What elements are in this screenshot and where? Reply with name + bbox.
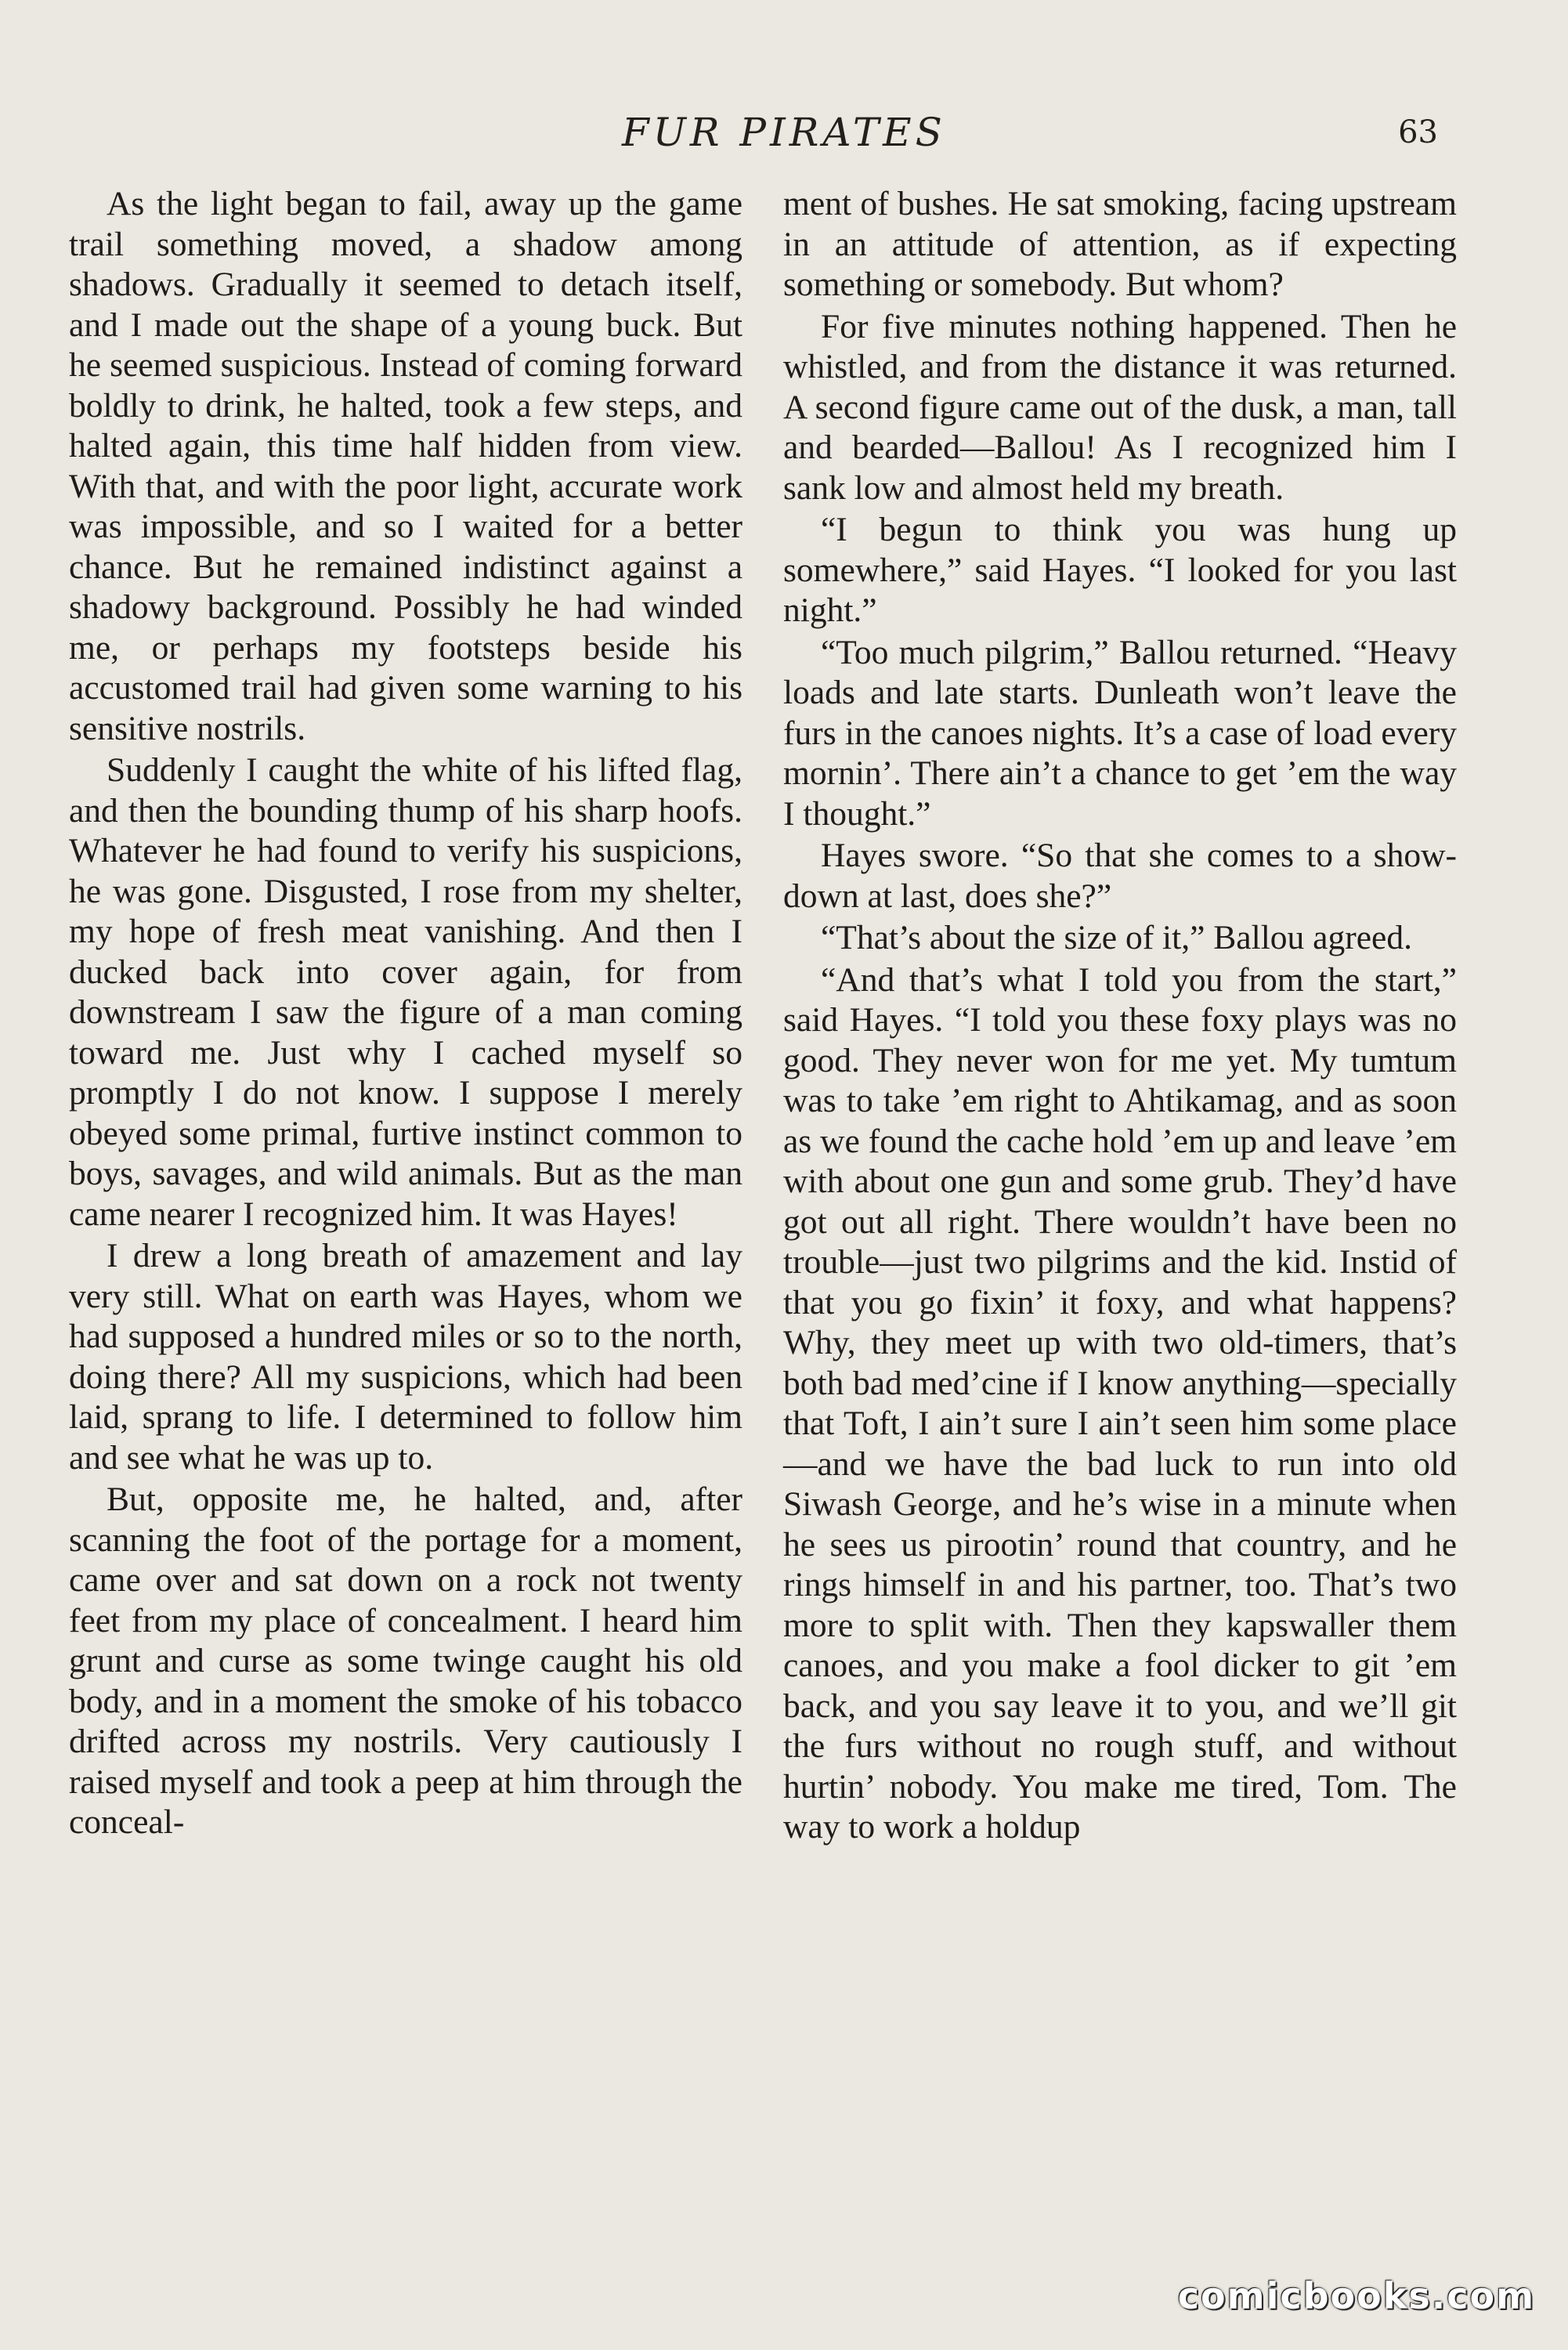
paragraph: “Too much pilgrim,” Ballou returned. “Heavy loads and late starts. Dunleath won’t leave the furs in the canoes nights. It’s a case of load every mornin’. There ain’t a chance to get ’em the way I thought.”	[783, 633, 1457, 833]
paragraph-continued: ment of bushes. He sat smoking, facing upstream in an attitude of attention, as if expecting something or somebody. But whom?	[783, 185, 1457, 303]
paragraph: Suddenly I caught the white of his lifted flag, and then the bounding thump of his sharp hoofs. Whatever he had found to verify his suspicions, he was gone. Disgusted, I rose from my shelter, my hope of fresh meat vanishing. And then I ducked back into cover again, for from downstream I saw the figure of a man coming toward me. Just why I cached myself so promptly I do not know. I suppose I merely obeyed some primal, furtive instinct common to boys, savages, and wild animals. But as the man came nearer I recognized him. It was Hayes!	[69, 751, 742, 1233]
site-watermark: comicbooks.com	[1177, 2275, 1535, 2317]
paragraph: As the light began to fail, away up the game trail something moved, a shadow among shadows. Gradually it seemed to detach itself, and I made out the shape of a young buck. But he seemed suspicious. Instead of coming forward boldly to drink, he halted, took a few steps, and halted again, this time half hidden from view. With that, and with the poor light, accurate work was impossible, and so I waited for a better chance. But he remained indistinct against a shadowy background. Possibly he had winded me, or perhaps my footsteps beside his accustomed trail had given some warning to his sensitive nostrils.	[69, 185, 742, 747]
paragraph: But, opposite me, he halted, and, after scanning the foot of the portage for a moment, came over and sat down on a rock not twenty feet from my place of concealment. I heard him grunt and curse as some twinge caught his old body, and in a moment the smoke of his tobacco drifted across my nostrils. Very cautiously I raised myself and took a peep at him through the conceal-	[69, 1480, 742, 1841]
paragraph: “That’s about the size of it,” Ballou agreed.	[821, 919, 1412, 956]
left-column	[69, 184, 742, 1845]
page-number: 63	[1398, 114, 1438, 150]
paragraph: Hayes swore. “So that she comes to a show-down at last, does she?”	[783, 837, 1457, 915]
running-head-title: FUR PIRATES	[622, 110, 946, 155]
right-column	[783, 184, 1457, 1849]
paragraph: For five minutes nothing happened. Then he whistled, and from the distance it was returned. A second figure came out of the dusk, a man, tall and bearded—Ballou! As I recognized him I sank low and almost held my breath.	[783, 307, 1457, 507]
paragraph: “And that’s what I told you from the start,” said Hayes. “I told you these foxy plays was no good. They never won for me yet. My tumtum was to take ’em right to Ahtikamag, and as soon as we found the cache hold ’em up and leave ’em with about one gun and some grub. They’d have got out all right. There wouldn’t have been no trouble—just two pilgrims and the kid. Instid of that you go fixin’ it foxy, and what happens? Why, they meet up with two old-timers, that’s both bad med’cine if I know anything—specially that Toft, I ain’t sure I ain’t seen him some place—and we have the bad luck to run into old Siwash George, and he’s wise in a minute when he sees us pirootin’ round that country, and he rings himself in and his partner, too. That’s two more to split with. Then they kapswaller them canoes, and you make a fool dicker to git ’em back, and you say leave it to you, and we’ll git the furs without no rough stuff, and without hurtin’ nobody. You make me tired, Tom. The way to work a holdup	[783, 960, 1457, 1846]
paragraph: I drew a long breath of amazement and lay very still. What on earth was Hayes, whom we had supposed a hundred miles or so to the north, doing there? All my suspicions, which had been laid, sprang to life. I determined to follow him and see what he was up to.	[69, 1237, 742, 1477]
paragraph: “I begun to think you was hung up somewhere,” said Hayes. “I looked for you last night.”	[783, 511, 1457, 629]
